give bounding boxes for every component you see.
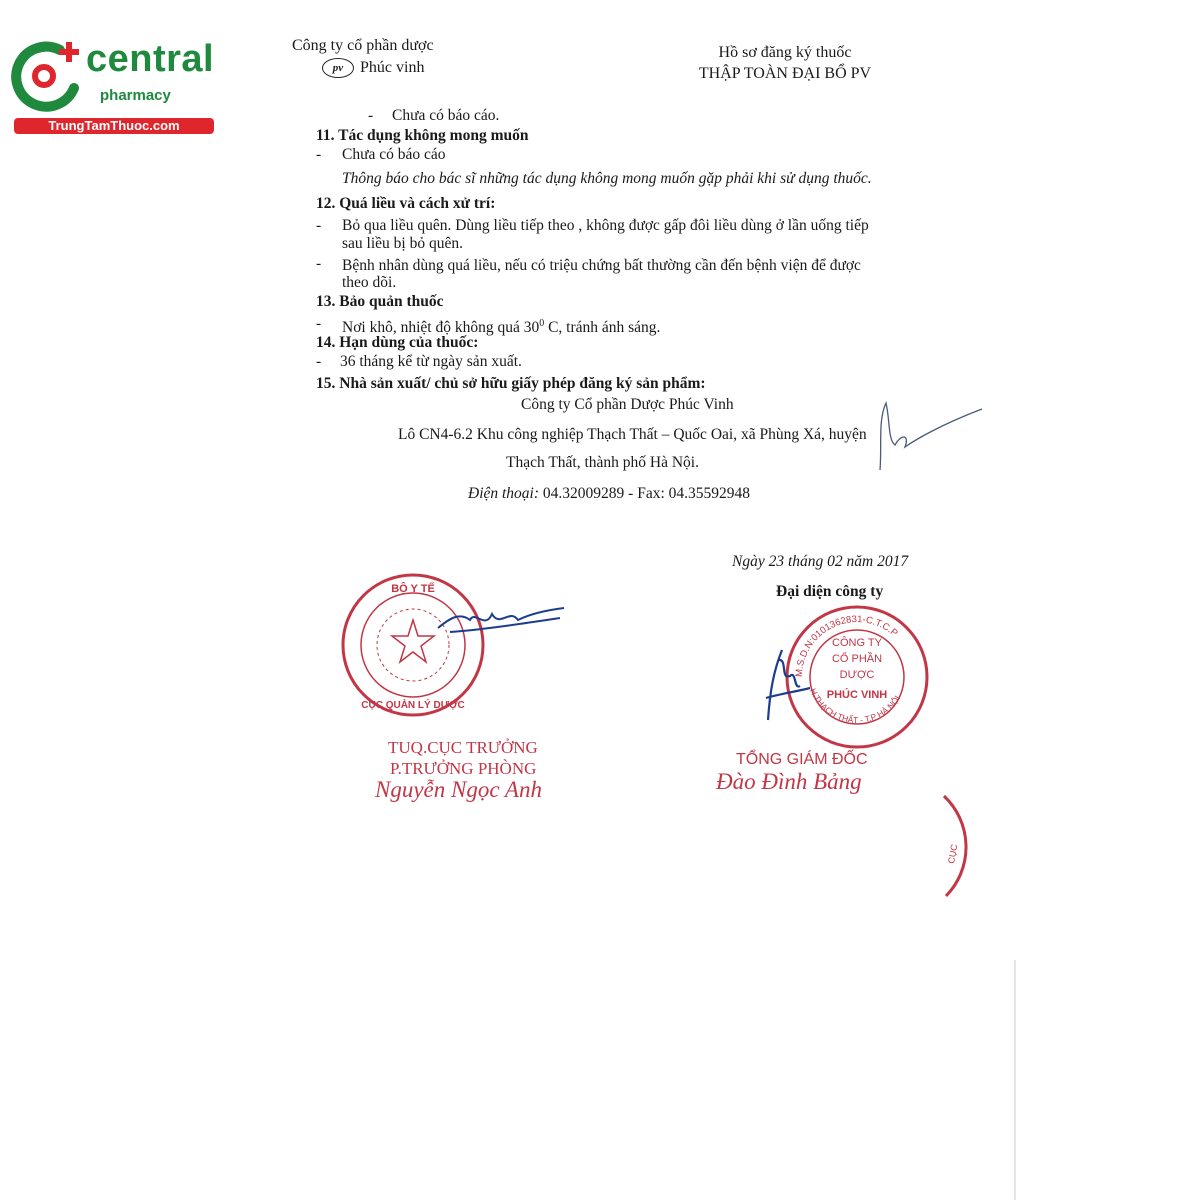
manufacturer-contact	[468, 484, 750, 504]
svg-text:BỘ Y TẾ: BỘ Y TẾ	[391, 583, 435, 595]
left-signature	[430, 600, 570, 650]
section-12-item1-line2: sau liều bị bỏ quên.	[342, 235, 463, 252]
section-14-item: 36 tháng kể từ ngày sản xuất.	[340, 353, 522, 370]
pv-logo-badge: pv	[322, 58, 354, 78]
left-title-2: P.TRƯỞNG PHÒNG	[390, 759, 537, 778]
partial-seal-icon	[934, 792, 978, 902]
list-dash: -	[316, 315, 322, 332]
company-header	[292, 36, 434, 78]
left-signer-name: Nguyễn Ngọc Anh	[375, 777, 542, 802]
section-13-heading: 13. Bảo quản thuốc	[316, 293, 444, 310]
right-title: TỔNG GIÁM ĐỐC	[736, 751, 868, 768]
representative-label: Đại diện công ty	[776, 583, 884, 600]
dossier-header	[650, 42, 920, 84]
pharmacy-logo	[10, 36, 215, 136]
manufacturer-address-line1: Lô CN4-6.2 Khu công nghiệp Thạch Thất – Quốc Oai, xã Phùng Xá, huyện	[398, 426, 867, 443]
svg-text:H.THẠCH THẤT - T.P HÀ NỘI: H.THẠCH THẤT - T.P HÀ NỘI	[808, 686, 903, 725]
manufacturer-name: Công ty Cổ phần Dược Phúc Vinh	[521, 396, 734, 413]
logo-banner[interactable]: TrungTamThuoc.com	[14, 118, 214, 134]
svg-text:CỔ PHẦN: CỔ PHẦN	[831, 653, 883, 665]
section-15-heading: 15. Nhà sản xuất/ chủ sở hữu giấy phép đăng ký sản phẩm:	[316, 375, 706, 392]
list-dash: -	[368, 107, 374, 124]
right-signature	[760, 640, 820, 730]
left-title-1: TUQ.CỤC TRƯỞNG	[388, 738, 538, 757]
list-dash: -	[316, 255, 322, 272]
product-name: THẬP TOÀN ĐẠI BỔ PV	[698, 65, 872, 82]
list-dash: -	[316, 146, 322, 163]
section-13-item: Nơi khô, nhiệt độ không quá $30^0$ C, tránh ánh sáng.	[342, 318, 661, 337]
svg-text:CỤC QUẢN LÝ DƯỢC: CỤC QUẢN LÝ DƯỢC	[361, 700, 465, 711]
list-dash: -	[316, 217, 322, 234]
phone-label: Điện thoại:	[468, 485, 540, 502]
section-12-item2-line2: theo dõi.	[342, 274, 397, 291]
phone-fax-value: 04.32009289 - Fax: 04.35592948	[539, 485, 750, 502]
company-line2: Phúc vinh	[360, 59, 425, 76]
logo-subtitle: pharmacy	[100, 87, 171, 104]
svg-text:M.S.D.N:0101362831-C.T.C.P: M.S.D.N:0101362831-C.T.C.P	[793, 613, 900, 678]
section-11-item: Chưa có báo cáo	[342, 146, 446, 163]
section-12-heading: 12. Quá liều và cách xử trí:	[316, 195, 496, 212]
top-item: Chưa có báo cáo.	[392, 107, 500, 124]
svg-text:DƯỢC: DƯỢC	[839, 669, 875, 681]
dossier-line1: Hồ sơ đăng ký thuốc	[718, 44, 852, 61]
section-11-heading: 11. Tác dụng không mong muốn	[316, 127, 529, 144]
initial-signature	[860, 395, 990, 475]
section-14-heading: 14. Hạn dùng của thuốc:	[316, 334, 479, 351]
logo-wordmark: central	[86, 38, 215, 80]
manufacturer-address-line2: Thạch Thất, thành phố Hà Nội.	[506, 454, 699, 471]
right-signer-name: Đào Đình Bảng	[716, 769, 862, 794]
section-11-note: Thông báo cho bác sĩ những tác dụng không mong muốn gặp phải khi sử dụng thuốc.	[342, 170, 872, 187]
company-line1: Công ty cổ phần dược	[292, 37, 434, 54]
list-dash: -	[316, 353, 322, 370]
page-edge-line	[1014, 960, 1016, 1200]
svg-text:CỤC: CỤC	[946, 843, 960, 865]
svg-text:PHÚC VINH: PHÚC VINH	[826, 689, 888, 701]
svg-text:CÔNG TY: CÔNG TY	[832, 637, 882, 649]
central-logo-icon	[10, 36, 90, 116]
sign-date: Ngày 23 tháng 02 năm 2017	[732, 553, 909, 570]
section-12-item2-line1: Bệnh nhân dùng quá liều, nếu có triệu chứng bất thường cần đến bệnh viện để được	[342, 257, 861, 274]
section-12-item1-line1: Bỏ qua liều quên. Dùng liều tiếp theo , không được gấp đôi liều dùng ở lần uống tiếp	[342, 217, 869, 234]
